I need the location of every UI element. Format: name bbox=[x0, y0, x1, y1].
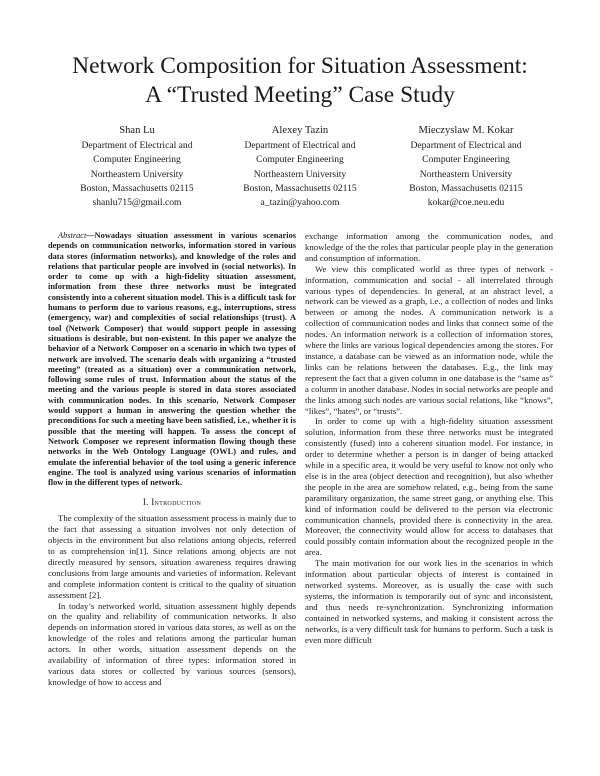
author-city: Boston, Massachusetts 02115 bbox=[80, 182, 194, 194]
author-dept: Department of Electrical and bbox=[244, 140, 356, 152]
author-block-3 bbox=[381, 124, 551, 210]
author-city: Boston, Massachusetts 02115 bbox=[409, 182, 523, 194]
section-title: Introduction bbox=[151, 497, 202, 508]
title-line-1: Network Composition for Situation Assessment: bbox=[72, 53, 528, 79]
section-number: I. bbox=[142, 497, 149, 508]
author-university: Northeastern University bbox=[253, 168, 347, 180]
abstract bbox=[48, 231, 296, 488]
author-university: Northeastern University bbox=[90, 168, 184, 180]
author-university: Northeastern University bbox=[419, 168, 513, 180]
body-paragraph: The complexity of the situation assessment process is mainly due to the fact that assessing a situation involves not only detection of objects in the environment but also relations among objects, referred to as comprehension in[1]. Since relations among objects are not directly measured by sensors, situation awareness requires drawing conclusions from large amounts and varieties of information. Relevant and complete information content is critical to the quality of situation assessment [2]. bbox=[48, 513, 296, 600]
body-paragraph: In order to come up with a high-fidelity situation assessment solution, information from these three networks must be integrated consistently (fused) into a coherent situation model. For instance, in order to determine whether a person is in danger of being attacked while in a specific area, it would be very useful to know not only who else is in the area (object detection and recognition), but also whether the people in the area are somehow related, e.g., being from the same paramilitary organization, the same street gang, or anything else. This kind of information could be delivered to the person via electronic communication channels, provided there is connectivity in the area. Moreover, the connectivity would allow for access to databases that could possibly contain information about the recognized people in the area. bbox=[305, 416, 553, 558]
author-block-1 bbox=[52, 124, 222, 210]
right-column bbox=[305, 231, 553, 761]
author-email: shanlu715@gmail.com bbox=[92, 197, 182, 209]
body-paragraph: The main motivation for our work lies in the scenarios in which information about particular objects of interest is contained in networked systems. Moreover, as is usually the case with such systems, the information is temporarily out of sync and inconsistent, and thus needs re-synchronization. Synchronizing information contained in networked systems, and making it consistent across the networks, is a very difficult task for humans to perform. Such a task is even more difficult bbox=[305, 558, 553, 645]
author-dept: Department of Electrical and bbox=[410, 140, 522, 152]
paper-title bbox=[30, 52, 570, 110]
section-heading bbox=[48, 497, 296, 508]
author-dept: Department of Electrical and bbox=[81, 140, 193, 152]
abstract-label: Abstract bbox=[58, 231, 87, 240]
author-email: a_tazin@yahoo.com bbox=[260, 197, 340, 209]
author-block-2 bbox=[215, 124, 385, 210]
title-line-2: A “Trusted Meeting” Case Study bbox=[145, 82, 455, 108]
left-column bbox=[48, 231, 296, 761]
author-dept: Computer Engineering bbox=[422, 154, 510, 166]
abstract-text: —Nowadays situation assessment in various scenarios depends on communication networks, information stored in various data stores (information networks), and knowledge of the roles and relations that particular people are involved in (social networks). In order to come up with a high-fidelity situation assessment, information from these three networks must be integrated consistently into a coherent situation model. This is a difficult task for humans to perform due to various reasons, e.g., interruptions, stress (emergency, war) and complexities of social relationships (trust). A tool (Network Composer) that would support people in assessing situations is desirable, but non-existent. In this paper we analyze the behavior of a Network Composer on a scenario in which two types of network are involved. The scenario deals with organizing a “trusted meeting” (treated as a situation) over a communication network, following some rules of trust. Information about the status of the meeting and the various people is stored in data stores associated with communication nodes. In this scenario, Network Composer would support a human in answering the question whether the preconditions for such a meeting have been satisfied, i.e., whether it is possible that the meeting will happen. To assess the concept of Network Composer we represent information flowing though these networks in the Web Ontology Language (OWL) and rules, and emulate the inferential behavior of the tool using a generic inference engine. The tool is analyzed using various scenarios of information flow in the different types of network. bbox=[48, 231, 296, 488]
author-email: kokar@coe.neu.edu bbox=[427, 197, 505, 209]
author-name: Mieczyslaw M. Kokar bbox=[418, 125, 514, 136]
body-paragraph: We view this complicated world as three types of network - information, communication and social - all interrelated through various types of dependencies. In general, at an abstract level, a network can be viewed as a graph, i.e., a collection of nodes and links between or among the nodes. A communication network is a collection of communication nodes and links that connect some of the nodes. An information network is a collection of information stores, where the links are various logical dependencies among the stores. For instance, a database can be viewed as an information node, while the links can be relations between the databases. E.g., the link may represent the fact that a given column in one database is the “same as” a column in another database. Nodes in social networks are people and the links among such nodes are various social relations, like “knows”, “likes”, “hates”, or “trusts”. bbox=[305, 263, 553, 416]
body-paragraph: exchange information among the communication nodes, and knowledge of the the roles that particular people play in the generation and consumption of information. bbox=[305, 231, 553, 263]
author-name: Shan Lu bbox=[119, 125, 155, 136]
body-paragraph: In today’s networked world, situation assessment highly depends on the quality and reliability of communication networks. It also depends on information stored in various data stores, as well as on the knowledge of the roles and relations among the particular human actors. In other words, situation assessment depends on the availability of information of three types: information stored in various data stores or collected by various sources (sensors), knowledge of how to access and bbox=[48, 600, 296, 687]
author-name: Alexey Tazin bbox=[271, 125, 329, 136]
author-city: Boston, Massachusetts 02115 bbox=[243, 182, 357, 194]
author-dept: Computer Engineering bbox=[256, 154, 344, 166]
author-dept: Computer Engineering bbox=[93, 154, 181, 166]
